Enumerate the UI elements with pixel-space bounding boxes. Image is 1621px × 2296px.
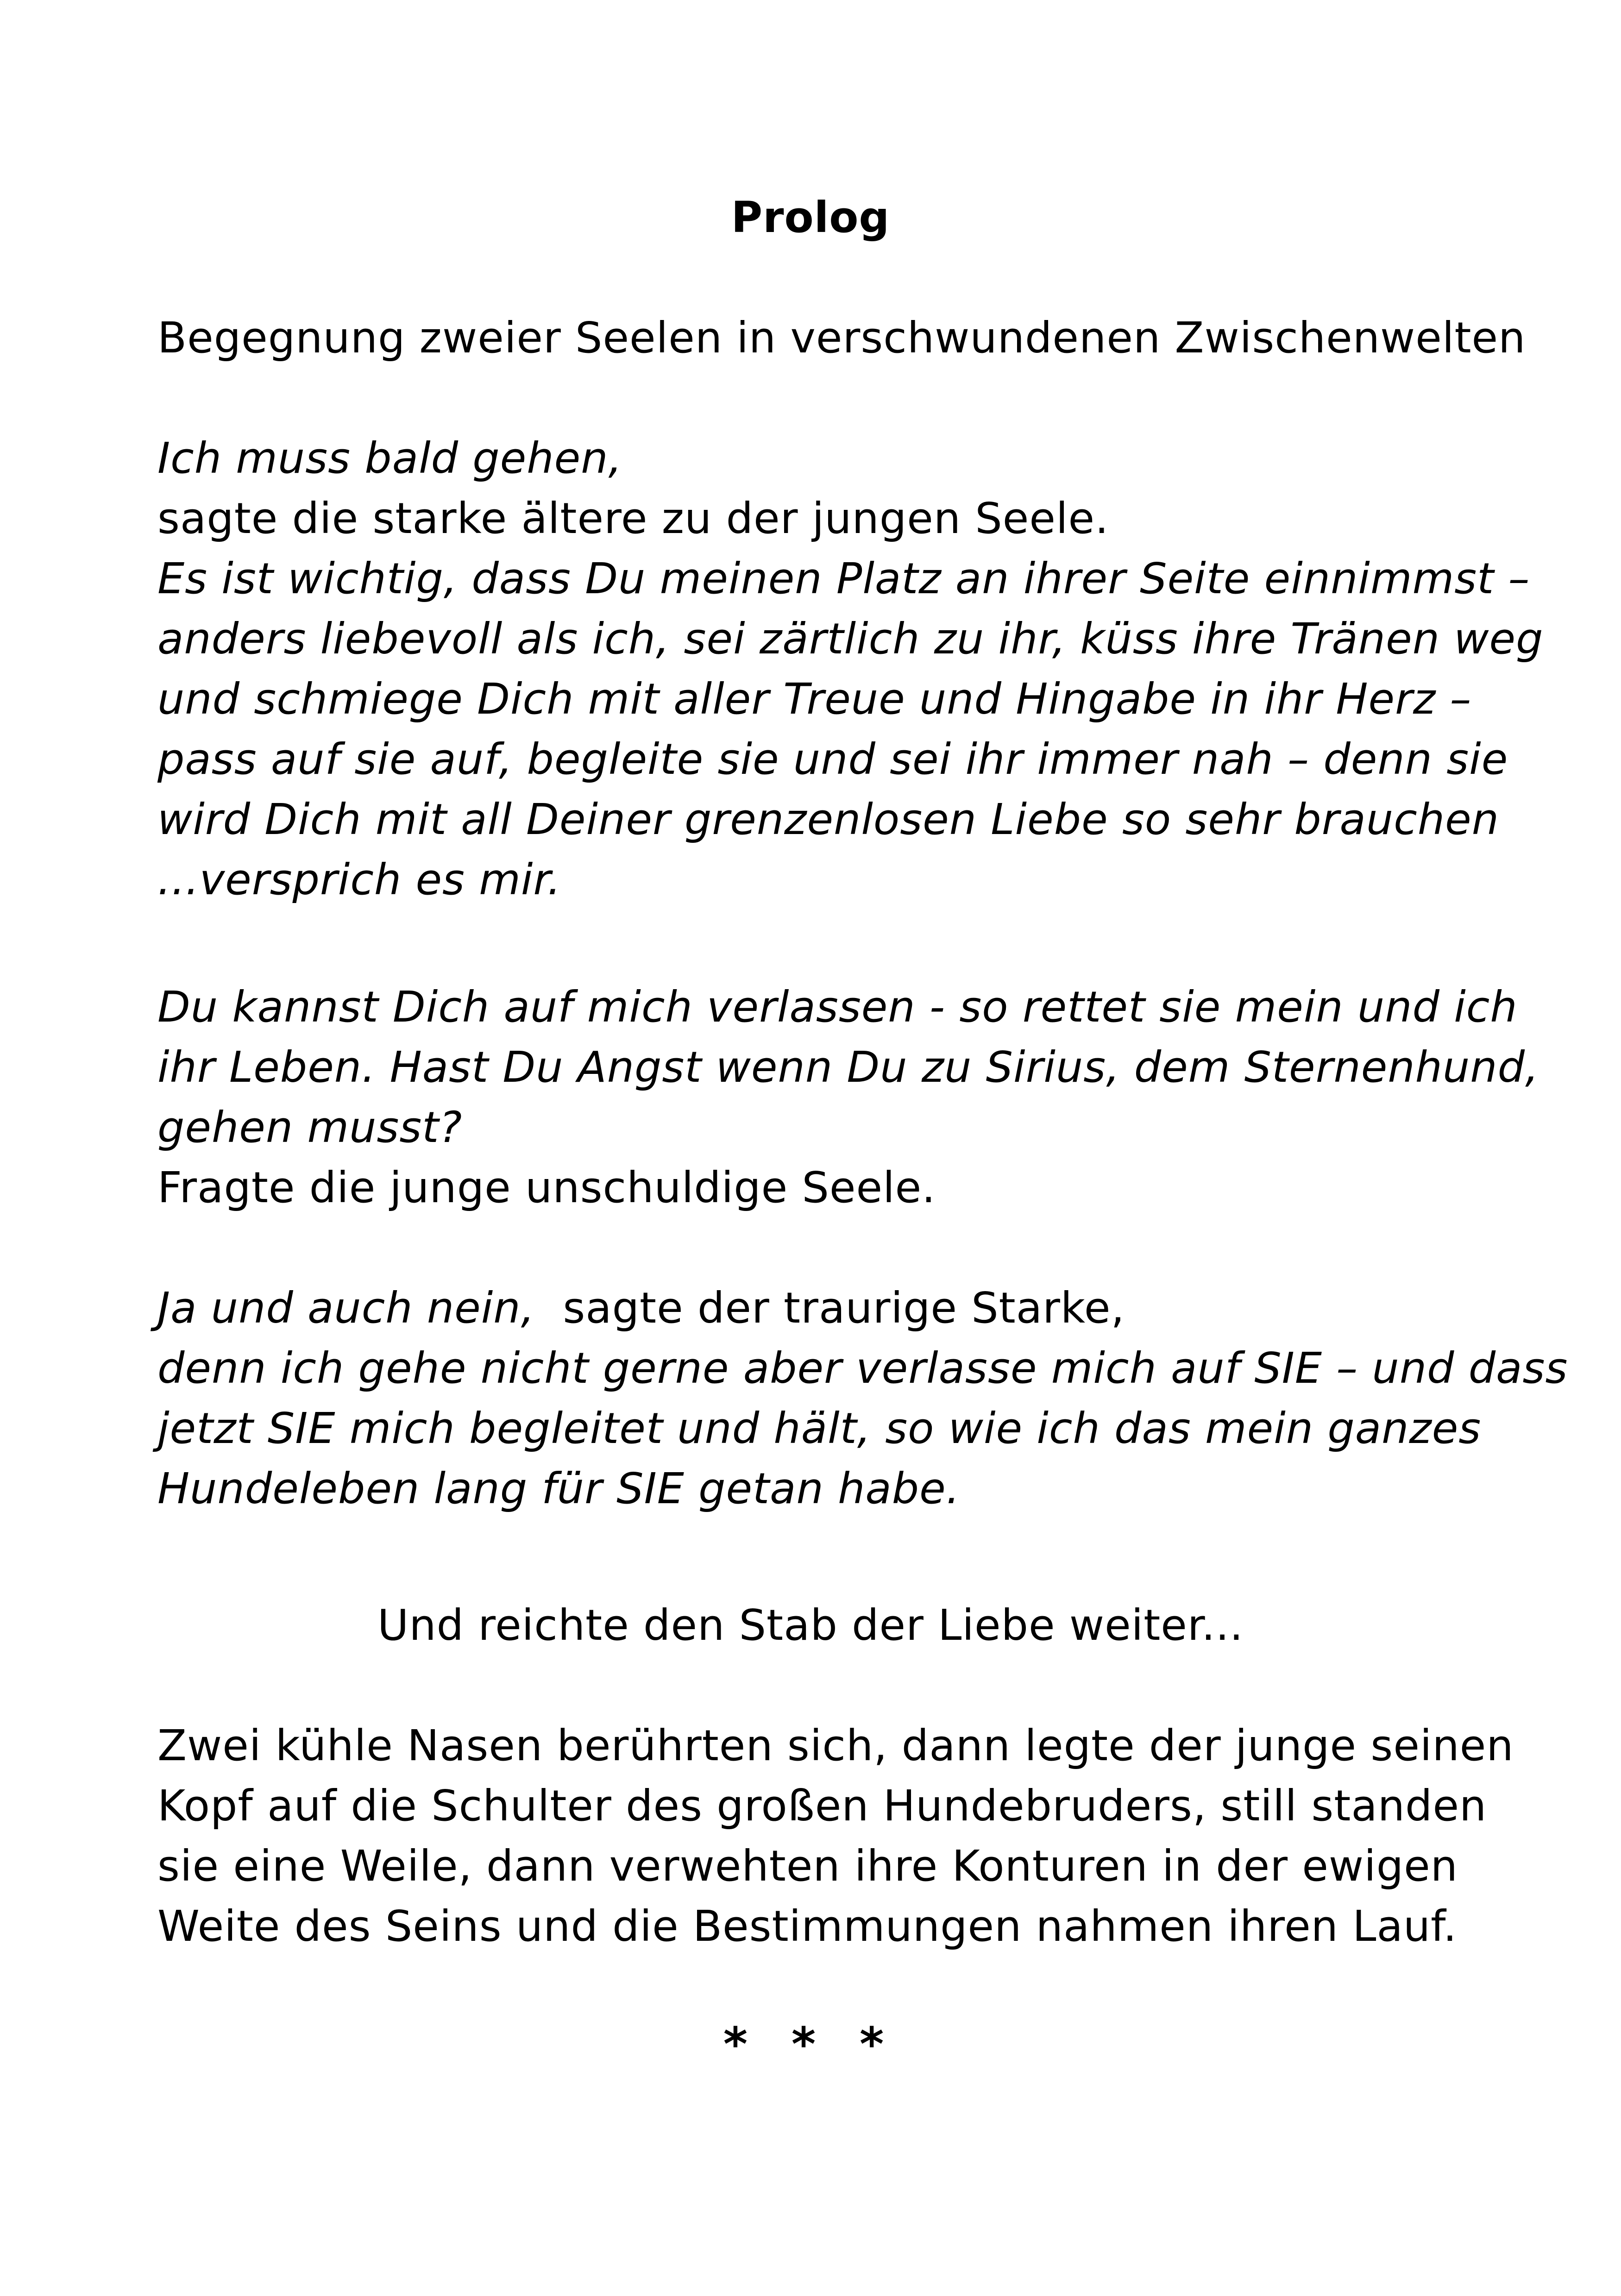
text-line: jetzt SIE mich begleitet und hält, so wie ich das mein ganzes	[157, 1404, 1482, 1453]
text-line: ihr Leben. Hast Du Angst wenn Du zu Sirius, dem Sternenhund,	[157, 1042, 1539, 1092]
page-title: Prolog	[731, 193, 890, 242]
paragraph-4	[157, 1716, 1514, 1957]
text-line	[157, 1278, 1501, 1338]
text-segment: sagte der traurige Starke,	[534, 1283, 1125, 1333]
text-line: Es ist wichtig, dass Du meinen Platz an ihrer Seite einnimmst –	[157, 554, 1530, 603]
paragraph-2	[157, 977, 1539, 1218]
section-separator: * * *	[723, 2017, 898, 2071]
text-line: Du kannst Dich auf mich verlassen - so rettet sie mein und ich	[157, 982, 1518, 1032]
text-line: Hundeleben lang für SIE getan habe.	[157, 1464, 961, 1513]
text-line: Kopf auf die Schulter des großen Hundebruders, still standen	[157, 1781, 1487, 1831]
text-line: gehen musst?	[157, 1103, 463, 1152]
centered-line: Und reichte den Stab der Liebe weiter...	[377, 1600, 1244, 1650]
text-segment-italic: Ja und auch nein,	[157, 1283, 535, 1333]
text-line: wird Dich mit all Deiner grenzenlosen Liebe so sehr brauchen	[157, 795, 1500, 844]
text-line: Weite des Seins und die Bestimmungen nahmen ihren Lauf.	[157, 1901, 1458, 1951]
text-line: pass auf sie auf, begleite sie und sei ihr immer nah – denn sie	[157, 734, 1508, 784]
text-line: ...versprich es mir.	[157, 855, 562, 904]
subtitle-line: Begegnung zweier Seelen in verschwundenen Zwischenwelten	[157, 313, 1526, 363]
text-line: sagte die starke ältere zu der jungen Seele.	[157, 494, 1109, 543]
text-line: Zwei kühle Nasen berührten sich, dann legte der junge seinen	[157, 1721, 1514, 1770]
text-line: und schmiege Dich mit aller Treue und Hingabe in ihr Herz –	[157, 674, 1472, 724]
paragraph-3	[157, 1278, 1568, 1519]
text-line: anders liebevoll als ich, sei zärtlich zu ihr, küss ihre Tränen weg	[157, 614, 1544, 664]
text-line: Fragte die junge unschuldige Seele.	[157, 1163, 936, 1212]
text-line: denn ich gehe nicht gerne aber verlasse mich auf SIE – und dass	[157, 1343, 1568, 1393]
text-line: sie eine Weile, dann verwehten ihre Konturen in der ewigen	[157, 1841, 1458, 1891]
text-line: Ich muss bald gehen,	[157, 433, 622, 483]
paragraph-1	[157, 428, 1544, 910]
subtitle	[157, 308, 1526, 368]
